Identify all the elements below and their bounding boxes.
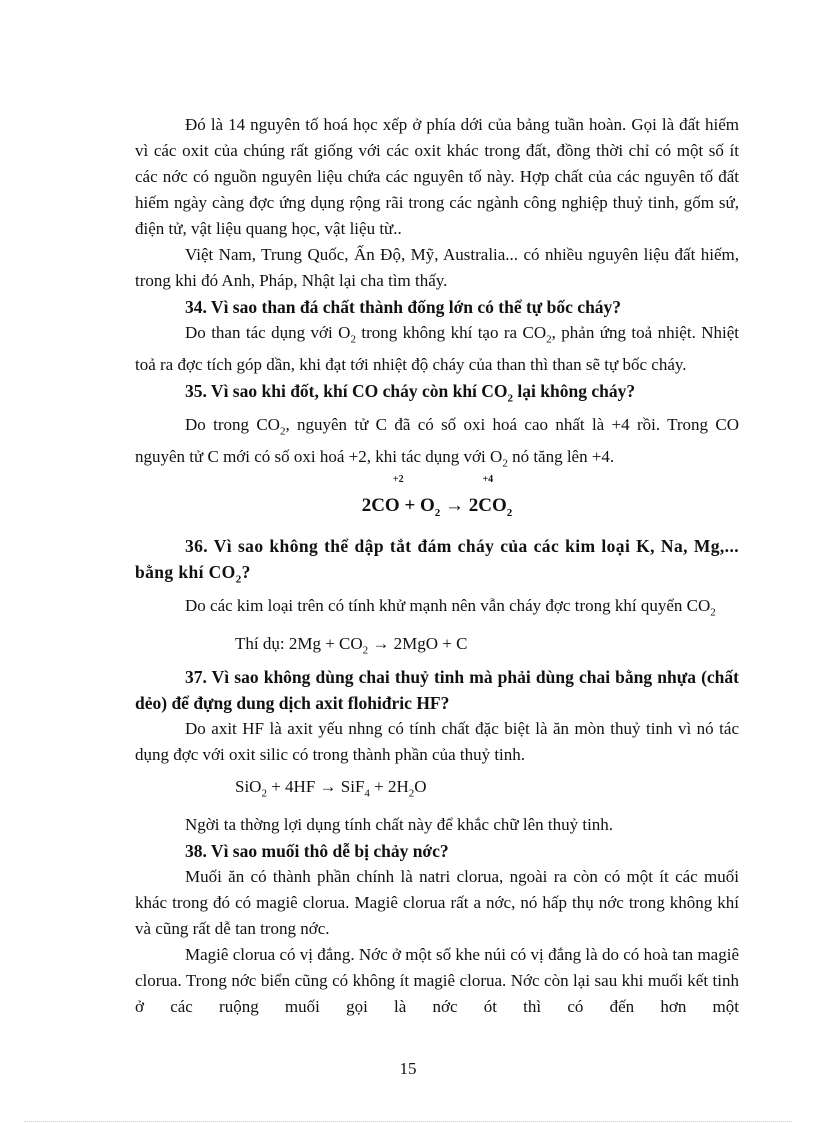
example-36: Thí dụ: $2Mg + CO_2 \to 2MgO + C$	[235, 634, 468, 657]
page-number: 15	[399, 1059, 417, 1078]
paragraph-rare-earth: Đó là 14 nguyên tố hoá học xếp ở phía dới của bảng tuần hoàn. Gọi là đất hiếm vì các oxit của chúng rất giống với các oxit khác trong đất, đồng thời chỉ có một số ít các nớc có nguồn nguyên liệu chứa các nguyên tố này. Hợp chất của các nguyên tố đất hiếm ngày càng đợc ứng dụng rộng rãi trong các ngành công nghiệp thuỷ tinh, gốm sứ, điện tử, vật liệu quang học, vật liệu từ..	[135, 115, 739, 238]
answer-37-note: Ngời ta thờng lợi dụng tính chất này để khắc chữ lên thuỷ tinh.	[185, 815, 614, 835]
equation-37: $SiO_2 + 4HF \to SiF_4 + 2H_2O$	[235, 776, 427, 800]
answer-36: Do các kim loại trên có tính khử mạnh nên vẫn cháy đợc trong khí quyển $CO_2$	[185, 595, 716, 619]
question-35: 35. Vì sao khi đốt, khí CO cháy còn khí $CO_2$ lại không cháy?	[185, 381, 636, 405]
eq-left-term: +2 2CO + O	[361, 473, 435, 516]
question-36: 36. Vì sao không thể dập tắt đám cháy của các kim loại K, Na, Mg,... bằng khí $CO_2$?	[135, 536, 739, 586]
page-bottom-divider	[24, 1121, 792, 1122]
answer-34: Do than tác dụng với $O_2$ trong không khí tạo ra $CO_2$, phản ứng toả nhiệt. Nhiệt toả ra đợc tích góp dần, khi đạt tới nhiệt độ cháy của than thì than sẽ tự bốc cháy.	[135, 323, 740, 375]
equation-co-oxidation: +2 $2CO + O_2$ → +4 $2CO_2$	[135, 489, 739, 530]
answer-37: Do axit HF là axit yếu nhng có tính chất đặc biệt là ăn mòn thuỷ tinh vì nó tác dụng đợc với oxit silic có trong thành phần của thuỷ tinh.	[135, 718, 739, 764]
eq-right-term: +4 2CO	[468, 473, 507, 516]
answer-38-a: Muối ăn có thành phần chính là natri clorua, ngoài ra còn có một ít các muối khác trong đó có magiê clorua. Magiê clorua rất a nớc, nó hấp thụ nớc trong không khí và cũng rất dễ tan trong nớc.	[135, 867, 739, 939]
answer-38-b: Magiê clorua có vị đắng. Nớc ở một số khe núi có vị đắng là do có hoà tan magiê clorua. Trong nớc biển cũng có không ít magiê clorua. Nớc còn lại sau khi muối kết tinh ở các ruộng muối gọi là nớc ót thì có đến hơn một	[135, 945, 739, 1017]
question-38: 38. Vì sao muối thô dễ bị chảy nớc?	[185, 841, 449, 862]
paragraph-countries: Việt Nam, Trung Quốc, Ấn Độ, Mỹ, Australia... có nhiều nguyên liệu đất hiếm, trong khi đó Anh, Pháp, Nhật lại cha tìm thấy.	[135, 245, 739, 290]
question-37: 37. Vì sao không dùng chai thuỷ tinh mà phải dùng chai bằng nhựa (chất dẻo) để đựng dung dịch axit flohiđric HF?	[135, 666, 739, 713]
answer-35: Do trong $CO_2$, nguyên tử C đã có số oxi hoá cao nhất là +4 rồi. Trong CO nguyên tử C mới có số oxi hoá +2, khi tác dụng với $O_2$ nó tăng lên +4.	[135, 414, 739, 470]
question-34: 34. Vì sao than đá chất thành đống lớn có thể tự bốc cháy?	[185, 297, 622, 317]
page-body	[135, 112, 739, 1020]
